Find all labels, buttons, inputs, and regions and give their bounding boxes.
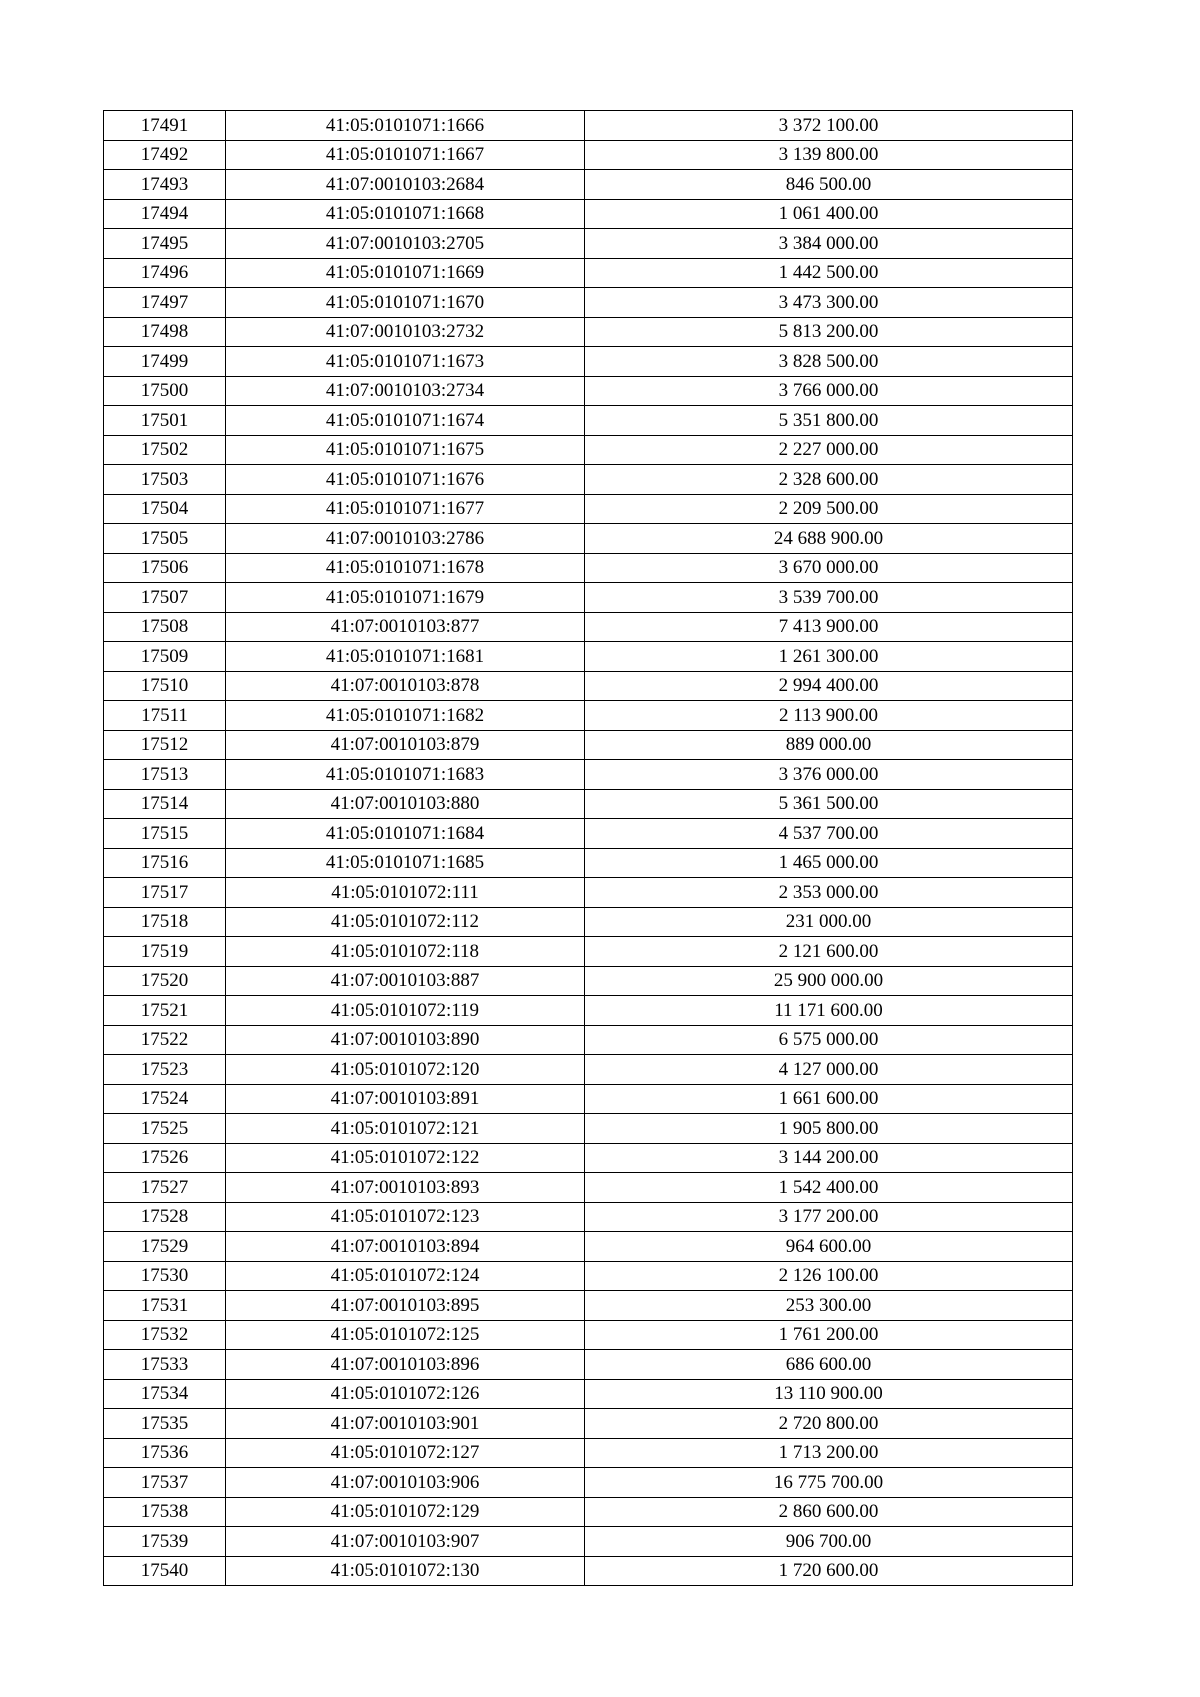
row-number-cell: 17507 [104, 583, 226, 613]
cadastral-value-cell: 11 171 600.00 [585, 996, 1073, 1026]
table-row [104, 1232, 1073, 1262]
cadastral-number-cell: 41:05:0101071:1678 [226, 553, 585, 583]
cadastral-number-cell: 41:05:0101071:1674 [226, 406, 585, 436]
table-row [104, 1379, 1073, 1409]
cadastral-number-cell: 41:05:0101072:111 [226, 878, 585, 908]
cadastral-number-cell: 41:05:0101071:1684 [226, 819, 585, 849]
row-number-cell: 17513 [104, 760, 226, 790]
table-row [104, 1409, 1073, 1439]
cadastral-number-cell: 41:07:0010103:880 [226, 789, 585, 819]
cadastral-value-cell: 16 775 700.00 [585, 1468, 1073, 1498]
cadastral-number-cell: 41:07:0010103:895 [226, 1291, 585, 1321]
row-number-cell: 17500 [104, 376, 226, 406]
cadastral-value-cell: 1 761 200.00 [585, 1320, 1073, 1350]
cadastral-value-cell: 2 209 500.00 [585, 494, 1073, 524]
cadastral-number-cell: 41:07:0010103:879 [226, 730, 585, 760]
table-row [104, 347, 1073, 377]
table-row [104, 494, 1073, 524]
table-row [104, 1114, 1073, 1144]
table-row [104, 937, 1073, 967]
cadastral-number-cell: 41:05:0101071:1669 [226, 258, 585, 288]
row-number-cell: 17501 [104, 406, 226, 436]
table-row [104, 1055, 1073, 1085]
cadastral-number-cell: 41:05:0101071:1679 [226, 583, 585, 613]
cadastral-value-cell: 1 905 800.00 [585, 1114, 1073, 1144]
cadastral-number-cell: 41:05:0101072:119 [226, 996, 585, 1026]
table-row [104, 848, 1073, 878]
cadastral-number-cell: 41:05:0101071:1667 [226, 140, 585, 170]
table-row [104, 524, 1073, 554]
row-number-cell: 17497 [104, 288, 226, 318]
cadastral-value-cell: 2 860 600.00 [585, 1497, 1073, 1527]
row-number-cell: 17506 [104, 553, 226, 583]
row-number-cell: 17493 [104, 170, 226, 200]
table-row [104, 907, 1073, 937]
row-number-cell: 17514 [104, 789, 226, 819]
cadastral-value-cell: 5 361 500.00 [585, 789, 1073, 819]
cadastral-value-cell: 4 537 700.00 [585, 819, 1073, 849]
cadastral-number-cell: 41:07:0010103:2786 [226, 524, 585, 554]
row-number-cell: 17515 [104, 819, 226, 849]
row-number-cell: 17530 [104, 1261, 226, 1291]
cadastral-value-cell: 5 351 800.00 [585, 406, 1073, 436]
cadastral-value-cell: 3 670 000.00 [585, 553, 1073, 583]
cadastral-number-cell: 41:07:0010103:2684 [226, 170, 585, 200]
row-number-cell: 17534 [104, 1379, 226, 1409]
cadastral-number-cell: 41:07:0010103:894 [226, 1232, 585, 1262]
cadastral-number-cell: 41:05:0101072:124 [226, 1261, 585, 1291]
cadastral-value-cell: 13 110 900.00 [585, 1379, 1073, 1409]
row-number-cell: 17526 [104, 1143, 226, 1173]
cadastral-number-cell: 41:05:0101072:120 [226, 1055, 585, 1085]
cadastral-value-cell: 3 372 100.00 [585, 111, 1073, 141]
row-number-cell: 17517 [104, 878, 226, 908]
row-number-cell: 17520 [104, 966, 226, 996]
row-number-cell: 17496 [104, 258, 226, 288]
cadastral-number-cell: 41:07:0010103:877 [226, 612, 585, 642]
cadastral-number-cell: 41:07:0010103:896 [226, 1350, 585, 1380]
cadastral-number-cell: 41:05:0101071:1681 [226, 642, 585, 672]
cadastral-value-cell: 889 000.00 [585, 730, 1073, 760]
row-number-cell: 17535 [104, 1409, 226, 1439]
cadastral-number-cell: 41:05:0101071:1676 [226, 465, 585, 495]
row-number-cell: 17523 [104, 1055, 226, 1085]
cadastral-number-cell: 41:07:0010103:906 [226, 1468, 585, 1498]
cadastral-number-cell: 41:05:0101072:125 [226, 1320, 585, 1350]
cadastral-value-cell: 231 000.00 [585, 907, 1073, 937]
cadastral-number-cell: 41:07:0010103:2734 [226, 376, 585, 406]
row-number-cell: 17537 [104, 1468, 226, 1498]
table-row [104, 376, 1073, 406]
row-number-cell: 17512 [104, 730, 226, 760]
cadastral-number-cell: 41:05:0101072:121 [226, 1114, 585, 1144]
table-row [104, 1173, 1073, 1203]
cadastral-number-cell: 41:05:0101071:1677 [226, 494, 585, 524]
table-row [104, 1438, 1073, 1468]
table-row [104, 1556, 1073, 1586]
table-body [104, 111, 1073, 1586]
table-row [104, 789, 1073, 819]
cadastral-value-cell: 5 813 200.00 [585, 317, 1073, 347]
cadastral-number-cell: 41:07:0010103:890 [226, 1025, 585, 1055]
table-row [104, 317, 1073, 347]
table-row [104, 819, 1073, 849]
row-number-cell: 17525 [104, 1114, 226, 1144]
row-number-cell: 17536 [104, 1438, 226, 1468]
table-row [104, 406, 1073, 436]
table-row [104, 258, 1073, 288]
row-number-cell: 17531 [104, 1291, 226, 1321]
cadastral-value-cell: 1 713 200.00 [585, 1438, 1073, 1468]
table-row [104, 1291, 1073, 1321]
cadastral-value-cell: 3 177 200.00 [585, 1202, 1073, 1232]
row-number-cell: 17518 [104, 907, 226, 937]
table-row [104, 1527, 1073, 1557]
cadastral-number-cell: 41:07:0010103:907 [226, 1527, 585, 1557]
cadastral-value-cell: 2 121 600.00 [585, 937, 1073, 967]
table-row [104, 996, 1073, 1026]
row-number-cell: 17508 [104, 612, 226, 642]
table-row [104, 140, 1073, 170]
row-number-cell: 17491 [104, 111, 226, 141]
row-number-cell: 17527 [104, 1173, 226, 1203]
cadastral-value-cell: 1 720 600.00 [585, 1556, 1073, 1586]
cadastral-value-cell: 6 575 000.00 [585, 1025, 1073, 1055]
row-number-cell: 17532 [104, 1320, 226, 1350]
cadastral-value-cell: 2 113 900.00 [585, 701, 1073, 731]
table-row [104, 701, 1073, 731]
table-row [104, 435, 1073, 465]
cadastral-number-cell: 41:05:0101072:129 [226, 1497, 585, 1527]
cadastral-value-cell: 7 413 900.00 [585, 612, 1073, 642]
cadastral-value-cell: 964 600.00 [585, 1232, 1073, 1262]
row-number-cell: 17505 [104, 524, 226, 554]
row-number-cell: 17538 [104, 1497, 226, 1527]
cadastral-value-cell: 24 688 900.00 [585, 524, 1073, 554]
row-number-cell: 17492 [104, 140, 226, 170]
cadastral-number-cell: 41:07:0010103:893 [226, 1173, 585, 1203]
cadastral-value-cell: 3 828 500.00 [585, 347, 1073, 377]
row-number-cell: 17519 [104, 937, 226, 967]
table-row [104, 229, 1073, 259]
table-row [104, 1320, 1073, 1350]
row-number-cell: 17539 [104, 1527, 226, 1557]
row-number-cell: 17510 [104, 671, 226, 701]
row-number-cell: 17533 [104, 1350, 226, 1380]
table-row [104, 730, 1073, 760]
table-row [104, 642, 1073, 672]
cadastral-value-cell: 253 300.00 [585, 1291, 1073, 1321]
table-row [104, 288, 1073, 318]
cadastral-value-cell: 3 473 300.00 [585, 288, 1073, 318]
row-number-cell: 17516 [104, 848, 226, 878]
row-number-cell: 17498 [104, 317, 226, 347]
table-row [104, 199, 1073, 229]
table-row [104, 760, 1073, 790]
cadastral-value-cell: 906 700.00 [585, 1527, 1073, 1557]
cadastral-number-cell: 41:05:0101072:123 [226, 1202, 585, 1232]
cadastral-value-cell: 1 661 600.00 [585, 1084, 1073, 1114]
table-row [104, 1350, 1073, 1380]
cadastral-number-cell: 41:07:0010103:878 [226, 671, 585, 701]
cadastral-value-cell: 25 900 000.00 [585, 966, 1073, 996]
row-number-cell: 17502 [104, 435, 226, 465]
table-row [104, 1143, 1073, 1173]
table-row [104, 553, 1073, 583]
row-number-cell: 17540 [104, 1556, 226, 1586]
cadastral-number-cell: 41:05:0101072:126 [226, 1379, 585, 1409]
cadastral-value-cell: 3 384 000.00 [585, 229, 1073, 259]
cadastral-value-cell: 846 500.00 [585, 170, 1073, 200]
row-number-cell: 17494 [104, 199, 226, 229]
row-number-cell: 17503 [104, 465, 226, 495]
cadastral-number-cell: 41:05:0101071:1683 [226, 760, 585, 790]
table-row [104, 878, 1073, 908]
table-row [104, 612, 1073, 642]
cadastral-value-cell: 2 720 800.00 [585, 1409, 1073, 1439]
cadastral-value-cell: 686 600.00 [585, 1350, 1073, 1380]
cadastral-value-cell: 1 261 300.00 [585, 642, 1073, 672]
cadastral-number-cell: 41:07:0010103:901 [226, 1409, 585, 1439]
cadastral-value-cell: 2 994 400.00 [585, 671, 1073, 701]
cadastral-value-cell: 3 139 800.00 [585, 140, 1073, 170]
cadastral-number-cell: 41:05:0101072:127 [226, 1438, 585, 1468]
table-row [104, 170, 1073, 200]
table-row [104, 966, 1073, 996]
row-number-cell: 17524 [104, 1084, 226, 1114]
cadastral-value-cell: 1 465 000.00 [585, 848, 1073, 878]
table-row [104, 1084, 1073, 1114]
table-row [104, 1202, 1073, 1232]
table-row [104, 111, 1073, 141]
cadastral-number-cell: 41:05:0101071:1666 [226, 111, 585, 141]
table-row [104, 465, 1073, 495]
cadastral-value-cell: 2 328 600.00 [585, 465, 1073, 495]
cadastral-value-cell: 4 127 000.00 [585, 1055, 1073, 1085]
row-number-cell: 17509 [104, 642, 226, 672]
cadastral-value-cell: 1 061 400.00 [585, 199, 1073, 229]
row-number-cell: 17511 [104, 701, 226, 731]
cadastral-number-cell: 41:05:0101071:1682 [226, 701, 585, 731]
cadastral-number-cell: 41:05:0101071:1668 [226, 199, 585, 229]
cadastral-number-cell: 41:05:0101071:1670 [226, 288, 585, 318]
table-row [104, 1261, 1073, 1291]
row-number-cell: 17528 [104, 1202, 226, 1232]
row-number-cell: 17504 [104, 494, 226, 524]
cadastral-value-cell: 2 126 100.00 [585, 1261, 1073, 1291]
cadastral-value-table [103, 110, 1073, 1586]
cadastral-value-cell: 3 539 700.00 [585, 583, 1073, 613]
cadastral-number-cell: 41:07:0010103:891 [226, 1084, 585, 1114]
table-row [104, 1497, 1073, 1527]
cadastral-value-cell: 2 227 000.00 [585, 435, 1073, 465]
cadastral-value-cell: 3 766 000.00 [585, 376, 1073, 406]
cadastral-value-cell: 1 542 400.00 [585, 1173, 1073, 1203]
cadastral-number-cell: 41:07:0010103:887 [226, 966, 585, 996]
cadastral-value-cell: 3 376 000.00 [585, 760, 1073, 790]
cadastral-number-cell: 41:05:0101071:1685 [226, 848, 585, 878]
row-number-cell: 17529 [104, 1232, 226, 1262]
row-number-cell: 17522 [104, 1025, 226, 1055]
row-number-cell: 17495 [104, 229, 226, 259]
cadastral-number-cell: 41:05:0101071:1675 [226, 435, 585, 465]
cadastral-value-cell: 2 353 000.00 [585, 878, 1073, 908]
cadastral-number-cell: 41:05:0101072:130 [226, 1556, 585, 1586]
cadastral-number-cell: 41:05:0101072:122 [226, 1143, 585, 1173]
table-row [104, 671, 1073, 701]
cadastral-number-cell: 41:05:0101071:1673 [226, 347, 585, 377]
cadastral-value-cell: 3 144 200.00 [585, 1143, 1073, 1173]
cadastral-number-cell: 41:07:0010103:2732 [226, 317, 585, 347]
table-row [104, 583, 1073, 613]
row-number-cell: 17499 [104, 347, 226, 377]
table-row [104, 1025, 1073, 1055]
cadastral-number-cell: 41:07:0010103:2705 [226, 229, 585, 259]
table-row [104, 1468, 1073, 1498]
cadastral-number-cell: 41:05:0101072:118 [226, 937, 585, 967]
row-number-cell: 17521 [104, 996, 226, 1026]
cadastral-number-cell: 41:05:0101072:112 [226, 907, 585, 937]
cadastral-value-cell: 1 442 500.00 [585, 258, 1073, 288]
